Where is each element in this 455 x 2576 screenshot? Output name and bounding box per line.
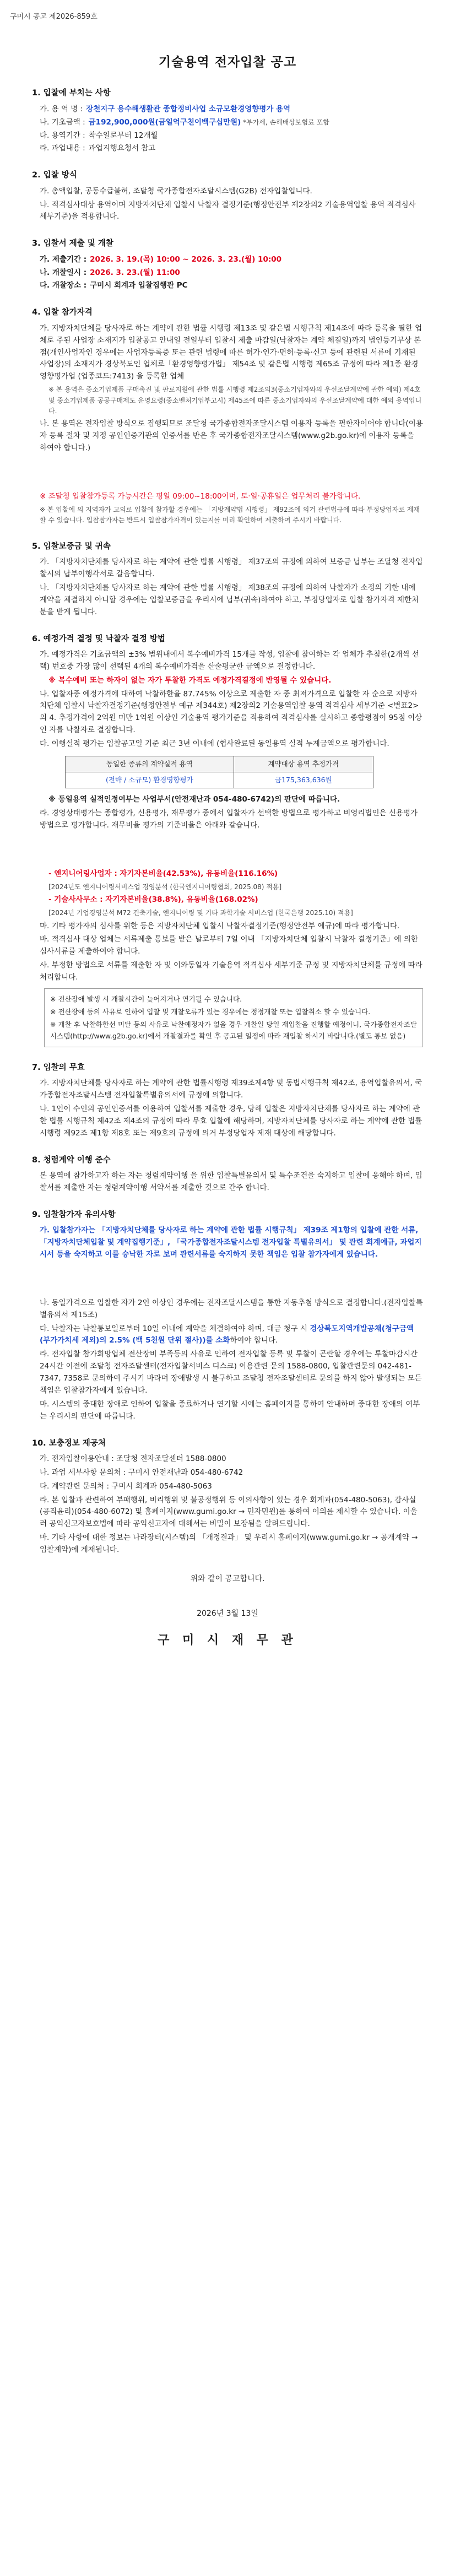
- open-place-value: 구미시 회계과 입찰집행관 PC: [90, 281, 188, 290]
- bid-method-item: 나. 적격심사대상 용역이며 지방자치단체 입찰시 낙찰자 결정기준(행정안전부 제2장의2 기술용역입찰 용역 적격심사 세부기준)을 적용합니다.: [40, 200, 416, 221]
- price-item: 바. 적격심사 대상 업체는 서류제출 통보를 받은 날로부터 7일 이내 「지방자치단체 입찰시 낙찰자 결정기준」에 의한 심사서류를 제출하여야 합니다.: [40, 935, 418, 956]
- base-amount-label: 나. 기초금액 :: [40, 117, 85, 127]
- deposit-item: 나. 「지방자치단체를 당사자로 하는 계약에 관한 법률 시행령」 제38조의 규정에 의하여 낙찰자가 소정의 기한 내에 계약을 체결하지 아니할 경우에는 입찰보증금을 우리시에 납부(귀속)하여야 하고, 부정당업자로 입찰 참가자격 제한처분을 받게 됩니다.: [40, 583, 419, 616]
- price-warning: ※ 복수예비 또는 하자이 없는 자가 투찰한 가격도 예정가격결정에 반영될 수 있습니다.: [48, 675, 332, 685]
- open-place-label: 다. 개찰장소 :: [40, 281, 87, 290]
- base-amount-row: [32, 117, 423, 129]
- price-item: 가. 예정가격은 기초금액의 ±3% 범위내에서 복수예비가격 15개를 작성, 입찰에 참여하는 각 업체가 추첨한(2개씩 선택) 번호중 가장 많이 선택된 4개의 복수예비가격을 산술평균한 금액으로 결정합니다.: [40, 650, 419, 671]
- eligibility-item: 가. 지방자치단체를 당사자로 하는 계약에 관한 법률 시행령 제13조 및 같은법 시행규칙 제14조에 따라 등록을 필한 업체로 주된 사업장 소재지가 입찰공고 안내일 전일부터 입찰서 제출 마감일(낙찰자는 계약 체결일)까지 법인등기부상 본점(개인사업자인 경우에는 사업자등록증 또는 관련 법령에 따른 허가·인가·면허·등록·신고 등에 관련된 서류에 기재된 사업장)의 소재지가 경상북도인 업체로「환경영향평가법」 제54조 및 같은법 시행령 제65조 규정에 따라 제1종 환경영향평가업 (업종코드:7413) 을 등록한 업체: [40, 323, 422, 381]
- caution-text: 하여야 합니다.: [230, 1336, 278, 1345]
- price-item: 마. 기타 평가자의 심사를 위한 등은 지방자치단체 입찰시 낙찰자결정기준(행정안전부 예규)에 따라 평가합니다.: [40, 921, 400, 930]
- section-9-heading: 9. 입찰참가자 유의사항: [32, 1210, 116, 1219]
- table-cell: 금175,363,636원: [234, 772, 373, 788]
- note-item: ※ 전산장애 등의 사유로 인하여 입찰 및 개찰오류가 있는 경우에는 정정개찰 또는 입찰취소 할 수 있습니다.: [50, 1008, 371, 1016]
- integrity-text: 본 용역에 참가하고자 하는 자는 청렴계약이행 을 위한 입찰특별유의서 및 특수조건을 숙지하고 입찰에 응해야 하며, 입찰서를 제출한 자는 청렴계약이행 서약서를 제출한 것으로 간주 합니다.: [40, 1171, 422, 1192]
- table-cell: (전략 / 소규모) 환경영향평가: [66, 772, 234, 788]
- contact-item: 라. 본 입찰과 관련하여 부패행위, 비리행위 및 불공정행위 등 이의사항이 있는 경우 회계과(054-480-5063), 감사실(공직윤리)(054-480-6072) 및 홈페이지(www.gumi.go.kr → 민자민원)를 통하여 이의를 제시할 수 있습니다. 이울러 공익신고자보호법에 따라 공익신고자에 대해서는 비밀이 보장됨을 알려드립니다.: [40, 1495, 418, 1529]
- spacer: [32, 834, 423, 867]
- invalid-item: 가. 지방자치단체를 당사자로 하는 계약에 관한 법률시행령 제39조제4항 및 동법시행규칙 제42조, 용역입찰유의서, 국가종합전자조달시스템 전자입찰특별유의서에 규정에 의합니다.: [40, 1079, 422, 1100]
- eligibility-item: 나. 본 용역은 전자입찰 방식으로 집행되므로 조달청 국가종합전자조달시스템 이용자 등록을 필한자이어야 합니다(이용자 등록 절차 및 지정 공인인증기관의 인증서를 반은 후 국가종합전자조달시스템(www.g2b.go.kr)에 이용자 등록을 하여야 합니다.): [40, 419, 423, 453]
- closing-statement: 위와 같이 공고합니다.: [190, 1574, 265, 1583]
- ratio-technical-source: [2024년 기업경영분석 M72 건축기술, 엔지니어링 및 기타 과학기술 서비스업 (한국은행 2025.10) 적용]: [48, 909, 353, 917]
- submit-period-label: 가. 제출기간 :: [40, 255, 87, 264]
- deposit-item: 가. 「지방자치단체를 당사자로 하는 계약에 관한 법률 시행령」 제37조의 규정에 의하여 보증금 납부는 조달청 전자입찰시의 납부이행각서로 갈음합니다.: [40, 558, 423, 579]
- section-7-heading: 7. 입찰의 무효: [32, 1063, 85, 1072]
- regional-warning: ※ 본 입찰에 의 지역자가 고의로 입찰에 참가할 경우에는 「지방계약법 시행령」 제92조에 의거 관련법규에 따라 부정당업자로 제재할 수 있습니다. 입찰참가자는 반드시 입찰참가자격이 있는지를 미리 확인하여 제출하여 주시기 바랍니다.: [40, 505, 420, 524]
- note-item: ※ 전산장애 발생 시 개찰시간이 늦어지거나 연기될 수 있습니다.: [50, 994, 242, 1003]
- caution-item: 나. 동일가격으로 입찰한 자가 2인 이상인 경우에는 전자조달시스템을 통한 자동추첨 방식으로 결정합니다.(전자입찰특별유의서 제15조): [40, 1298, 423, 1319]
- task-content-value: 과업지행요청서 참고: [88, 144, 156, 153]
- section-6-heading: 6. 예정가격 결정 및 낙찰자 결정 방법: [32, 634, 165, 643]
- price-item: 다. 이행실적 평가는 입찰공고일 기준 최근 3년 이내에 (협사완료된 동일용역 실적 누계금액으로 평가합니다.: [40, 739, 389, 749]
- contact-item: 가. 전자입찰이용안내 : 조달청 전자조달센터 1588-0800: [40, 1454, 226, 1463]
- price-item: 나. 입찰자중 예정가격에 대하여 낙찰하한율 87.745% 이상으로 제출한 자 중 최저가격으로 입찰한 자 순으로 지방자치단체 입찰시 낙찰자결정기준(행정안전부 예규 제344호) 제2장의2 기술용역입찰 용역 적격심사 세부기준 <별표2>의 4. 추정가격이 2억원 미만 1억원 이상인 기술용역 평가기준을 적용하여 적격심사를 실시하고 종합평점이 95점 이상인 자를 낙찰자로 결정합니다.: [40, 689, 422, 735]
- invalid-item: 나. 1인이 수인의 공인인증서를 이용하여 입찰서를 제출한 경우, 당해 입찰은 지방자치단체를 당사자로 하는 계약에 관한 법률 시행규칙 제42조 제4조의 규정에 따라 무효 입찰에 해당하며, 지방자치단체를 당사자로 하는 계약에 관한 법률 시행령 제92조 제1항 제8호 또는 제9호의 규정에 의거 부정당업자 제재 대상에 해당합니다.: [40, 1105, 422, 1138]
- submit-period-row: [32, 254, 423, 266]
- ratio-engineering-source: [2024년도 엔지니어링서비스업 경영분석 (한국엔지니어링협회, 2025.08) 적용]: [48, 883, 282, 891]
- section-4-heading: 4. 입찰 참가자격: [32, 308, 93, 317]
- table-header: 계약대상 용역 추정가격: [234, 756, 373, 772]
- caution-bond: 경상북도지역개발공채(청구금액(부가가치세 제외)의 2.5% (백 5천원 단위 절사))를 소화: [40, 1324, 414, 1345]
- signer: 구 미 시 재 무 관: [158, 1633, 297, 1648]
- contact-item: 나. 과업 세부사항 문의처 : 구미시 안전재난과 054-480-6742: [40, 1468, 243, 1477]
- base-amount-note: *부가세, 손해배상보험료 포함: [241, 118, 329, 126]
- spacer: [32, 456, 423, 489]
- notice-number: 구미시 공고 제2026-859호: [10, 13, 98, 21]
- service-name-row: [32, 104, 423, 116]
- section-5-heading: 5. 입찰보증금 및 귀속: [32, 542, 111, 551]
- notes-box: [44, 988, 423, 1047]
- section-3-heading: 3. 입찰서 제출 및 개찰: [32, 239, 113, 248]
- open-date-row: [32, 267, 423, 279]
- caution-item: 마. 시스템의 중대한 장애로 인하여 입찰을 종료하거나 연기할 시에는 홈페이지를 통하여 안내하며 중대한 장애의 여부는 우리시의 판단에 따릅니다.: [40, 1399, 420, 1421]
- caution-item: 가. 입찰참가자는 「지방자치단체를 당사자로 하는 계약에 관한 법률 시행규칙」 제39조 제1항의 입찰에 관한 서류, 「지방자치단체입찰 및 계약집행기준」, 「국가종합전자조달시스템 전자입찰 특별유의서」 및 관련 회계예규, 과업지시서 등을 숙지하고 이를 승낙한 자로 보며 관련서류를 숙지하지 못한 책임은 입찰 참가자에게 있습니다.: [40, 1226, 422, 1259]
- service-name-label: 가. 용 역 명 :: [40, 104, 83, 113]
- submit-period-value: 2026. 3. 19.(목) 10:00 ~ 2026. 3. 23.(월) 10:00: [90, 255, 282, 264]
- registration-warning: ※ 조달청 입찰참가등록 가능시간은 평일 09:00~18:00이며, 토·일·공휴일은 업무처리 불가합니다.: [40, 492, 361, 501]
- section-8-heading: 8. 청렴계약 이행 준수: [32, 1155, 111, 1165]
- section-10-heading: 10. 보충정보 제공처: [32, 1438, 106, 1448]
- caution-item: 라. 전자입찰 참가희망업체 전산장비 부족등의 사유로 인하여 전자입찰 등록 및 투찰이 곤란할 경우에는 투찰마감시간 24시간 이전에 조달청 전자조달센터(전자입찰서비스 디스크) 이용관련 문의 1588-0800, 입찰관련문의 042-481-7347, 7358로 문의하여 주시기 바라며 장애발생 시 불구하고 조달청 전자조달센터로 문의를 하지 않아 발생되는 모든 책임은 입찰참가자에게 있습니다.: [40, 1350, 422, 1395]
- service-name-value: 장천지구 용수해생활관 종합정비사업 소규모환경영향평가 용역: [86, 104, 291, 113]
- base-amount-value: 금192,900,000원(금일억구천이백구십만원): [88, 117, 241, 127]
- price-item: 사. 부정한 방법으로 서류를 제출한 자 및 이와동일자 기술용역 적격심사 세부기준 규정 및 지방자치단체를 규정에 따라 처리합니다.: [40, 961, 422, 982]
- task-content-row: [32, 143, 423, 155]
- note-item: ※ 개찰 후 낙찰하한선 미달 등의 사유로 낙찰예정자가 없을 경우 개찰일 당일 재입찰을 진행할 예정이니, 국가종합전자조달시스템(http://www.g2b.go.kr)에서 개찰결과를 확인 후 공고된 일정에 따라 재입찰 하시기 바랍니다.(별도 통보 없음): [50, 1020, 417, 1040]
- section-2-heading: 2. 입찰 방식: [32, 171, 77, 180]
- open-date-label: 나. 개찰일시 :: [40, 268, 87, 277]
- caution-item: [32, 1323, 423, 1347]
- open-date-value: 2026. 3. 23.(월) 11:00: [90, 268, 180, 277]
- spacer: [32, 1263, 423, 1296]
- eligibility-note: ※ 본 용역은 중소기업제품 구매촉진 및 판로지원에 관한 법률 시행령 제2조의3(중소기업자와의 우선조달계약에 관한 예외) 제4호 및 중소기업제품 공공구매제도 운영요령(중소벤처기업부고시) 제45조에 따른 중소기업자와의 우선조달계약에 대한 예외 용역입니다.: [48, 386, 422, 415]
- bid-method-item: 가. 총액입찰, 공동수급불허, 조달청 국가종합전자조달시스템(G2B) 전자입찰입니다.: [40, 186, 312, 196]
- service-period-label: 다. 용역기간 :: [40, 131, 85, 140]
- service-period-value: 착수일로부터 12개월: [88, 131, 158, 140]
- ratio-engineering: - 엔지니어링사업자 : 자기자본비율(42.53%), 유동비율(116.16%): [48, 869, 278, 878]
- contact-item: 마. 기타 사항에 대한 정보는 나라장터(시스템)의 「개정결과」 및 우리시 홈페이지(www.gumi.go.kr → 공개계약 → 입찰계약)에 게재됩니다.: [40, 1533, 418, 1554]
- table-note: ※ 동일용역 실적인정여부는 사업부서(안전재난과 054-480-6742)의 판단에 따릅니다.: [48, 795, 340, 804]
- performance-table: [65, 756, 373, 789]
- page-title: 기술용역 전자입찰 공고: [158, 55, 297, 70]
- contact-item: 다. 계약관련 문의처 : 구미시 회계과 054-480-5063: [40, 1481, 212, 1491]
- ratio-technical: - 기술사사무소 : 자기자본비율(38.8%), 유동비율(168.02%): [48, 895, 258, 905]
- open-place-row: [32, 280, 423, 292]
- section-1-heading: 1. 입찰에 부치는 사항: [32, 89, 111, 98]
- table-header: 동일한 종류의 계약실적 용역: [66, 756, 234, 772]
- task-content-label: 라. 과업내용 :: [40, 144, 85, 153]
- announce-date: 2026년 3월 13일: [197, 1609, 258, 1618]
- price-item: 라. 경영상태평가는 종합평가, 신용평가, 재무평가 중에서 입찰자가 선택한 방법으로 평가하고 비영리법인은 신용평가방법으로 평가합니다. 재무비율 평가의 기준비율은 아래와 같습니다.: [40, 809, 418, 830]
- caution-text: 다. 낙찰자는 낙찰통보일로부터 10일 이내에 계약을 체결하여야 하며, 대금 청구 시: [40, 1324, 310, 1333]
- service-period-row: [32, 130, 423, 142]
